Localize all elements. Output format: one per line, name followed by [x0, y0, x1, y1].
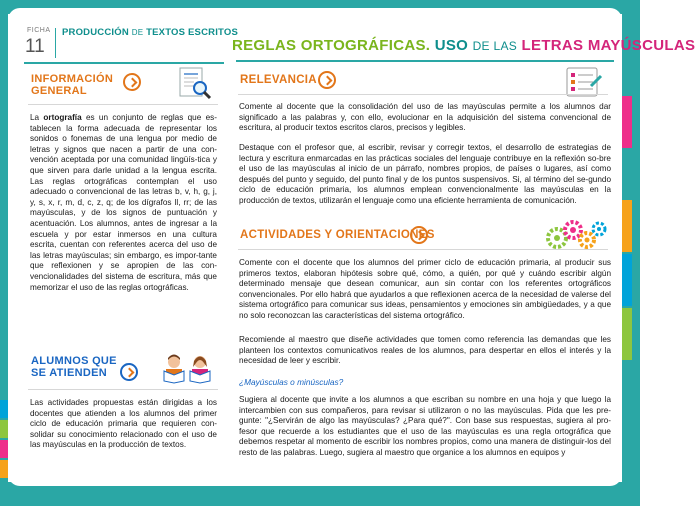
section-subtitle: PRODUCCIÓN DE TEXTOS ESCRITOS: [62, 27, 238, 38]
actividades-heading: ACTIVIDADES Y ORIENTACIONES: [240, 229, 435, 241]
ficha-label: FICHA: [27, 27, 51, 34]
color-tab: [622, 254, 632, 306]
frame-right-bar: [622, 0, 640, 506]
actividades-paragraph-3: Sugiera al docente que invite a los alumnos a que escriban su nombre en una hoja y que luego la intercambien con sus compañeros, para revisar si utilizaron o no las mayúsculas. Pida que les pre-gunte: "¿Servirán de algo las mayúsculas? ¿Para qué?". Con base sus respuestas, sugiera al pro-fesor que recuerde a los estudiantes que el uso de las mayúsculas es una regla ortográfica que debemos respetar al momento de escribir los nombres propios, como una manera de distinguir-los del resto de las palabras. Luego, sugiera al maestro que organice a los alumnos en equipos y: [239, 395, 611, 457]
arrow-right-icon: [318, 71, 336, 89]
title-underline: [236, 60, 614, 62]
header-divider: [55, 28, 56, 58]
arrow-right-icon: [120, 363, 138, 381]
page-title: REGLAS ORTOGRÁFICAS. USO DE LAS LETRAS MAYÚSCULAS: [232, 37, 695, 54]
color-tab: [622, 200, 632, 252]
frame-bottom-corner: [8, 470, 622, 486]
ficha-number: 11: [25, 36, 45, 57]
gears-icon: [545, 218, 607, 252]
alumnos-body: Las actividades propuestas están dirigidas a los docentes que atienden a los alumnos del primer ciclo de educación primaria que requieren con-solidar su conocimiento relacionado con el uso de las mayúsculas en la producción de textos.: [30, 398, 217, 450]
color-tab: [0, 420, 8, 438]
section-divider: [28, 104, 218, 105]
color-tab: [0, 460, 8, 478]
informacion-heading: INFORMACIÓN GENERAL: [31, 73, 114, 97]
color-tab: [0, 400, 8, 418]
section-divider: [28, 389, 218, 390]
magnifier-document-icon: [170, 66, 214, 100]
informacion-body: La ortografía es un conjunto de reglas que es-tablecen la forma adecuada de representar los sonidos o fonemas de una lengua por medio de letras y signos que nacen a partir de una con-vención aceptada por una comunidad lingüís-tica y que sirven para darle unidad a la lengua escrita. Las reglas ortográficas contemplan el uso adecuado o convencional de las letras b, v, h, g, j, y, s, x, r, m, d, c, z, q; de los dígrafos ll, rr; de las mayúsculas, y de los signos de puntuación y acentuación. Los alumnos, antes de ingresar a la escuela y por estar inmersos en una cultura escrita, cuentan con referentes acerca del uso de las letras mayúsculas; sin embargo, es impor-tante que reflexionen y se apropien de las con-vencionalidades del sistema de escritura, más que memorizar el uso de las reglas ortográficas.: [30, 113, 217, 292]
color-tab: [622, 308, 632, 360]
alumnos-heading: ALUMNOS QUE SE ATIENDEN: [31, 355, 117, 379]
relevancia-heading: RELEVANCIA: [240, 74, 317, 86]
section-divider: [238, 249, 608, 250]
section-divider: [238, 94, 608, 95]
color-tab: [0, 440, 8, 458]
arrow-right-icon: [410, 226, 428, 244]
color-tab: [622, 96, 632, 148]
relevancia-paragraph-1: Comente al docente que la consolidación del uso de las mayúsculas permite a los alumnos dar significado a las palabras y, con ello, evolucionar en la adquisición del sistema convencional de escritura, al producir textos escritos claros, precisos y legibles.: [239, 102, 611, 133]
actividades-paragraph-1: Comente con el docente que los alumnos del primer ciclo de educación primaria, al producir sus primeros textos, elaboran hipótesis sobre qué, cómo, a quién, por qué y cuándo escribir algún determinado mensaje que desean comunicar, aun sin contar con los referentes ortográficos convencionales. Por ello habrá que ayudarlos a que reflexionen acerca de la necesidad de valerse del sistema ortográfico para comunicar sus ideas, pensamientos y emociones sin ambigüedades, y a que no solo reconozcan las características del sistema ortográfico.: [239, 258, 611, 320]
students-reading-icon: [160, 353, 216, 383]
color-tab: [622, 150, 632, 198]
actividades-paragraph-2: Recomiende al maestro que diseñe actividades que tomen como referencia las demandas que les planteen los contextos comunicativos reales de los alumnos, para despertar en ellos el interés y la necesidad de leer y escribir.: [239, 335, 611, 366]
question-heading: ¿Mayúsculas o minúsculas?: [239, 377, 344, 387]
arrow-right-icon: [123, 73, 141, 91]
header-rule: [24, 62, 224, 64]
relevancia-paragraph-2: Destaque con el profesor que, al escribir, revisar y corregir textos, el desarrollo de estrategias de lectura y escritura enmarcadas en las prácticas sociales del lenguaje contribuye en la reflexión so-bre el uso de las mayúsculas al inicio de un párrafo, nombres propios, de países o lugares, así como después del punto y seguido, del punto final y de los puntos suspensivos. Si, al término del se-gundo ciclo de educación primaria, los alumnos emplean convencionalmente las mayúsculas en la producción de textos, utilizarán el lenguaje como una eficiente herramienta de comunicación.: [239, 143, 611, 205]
